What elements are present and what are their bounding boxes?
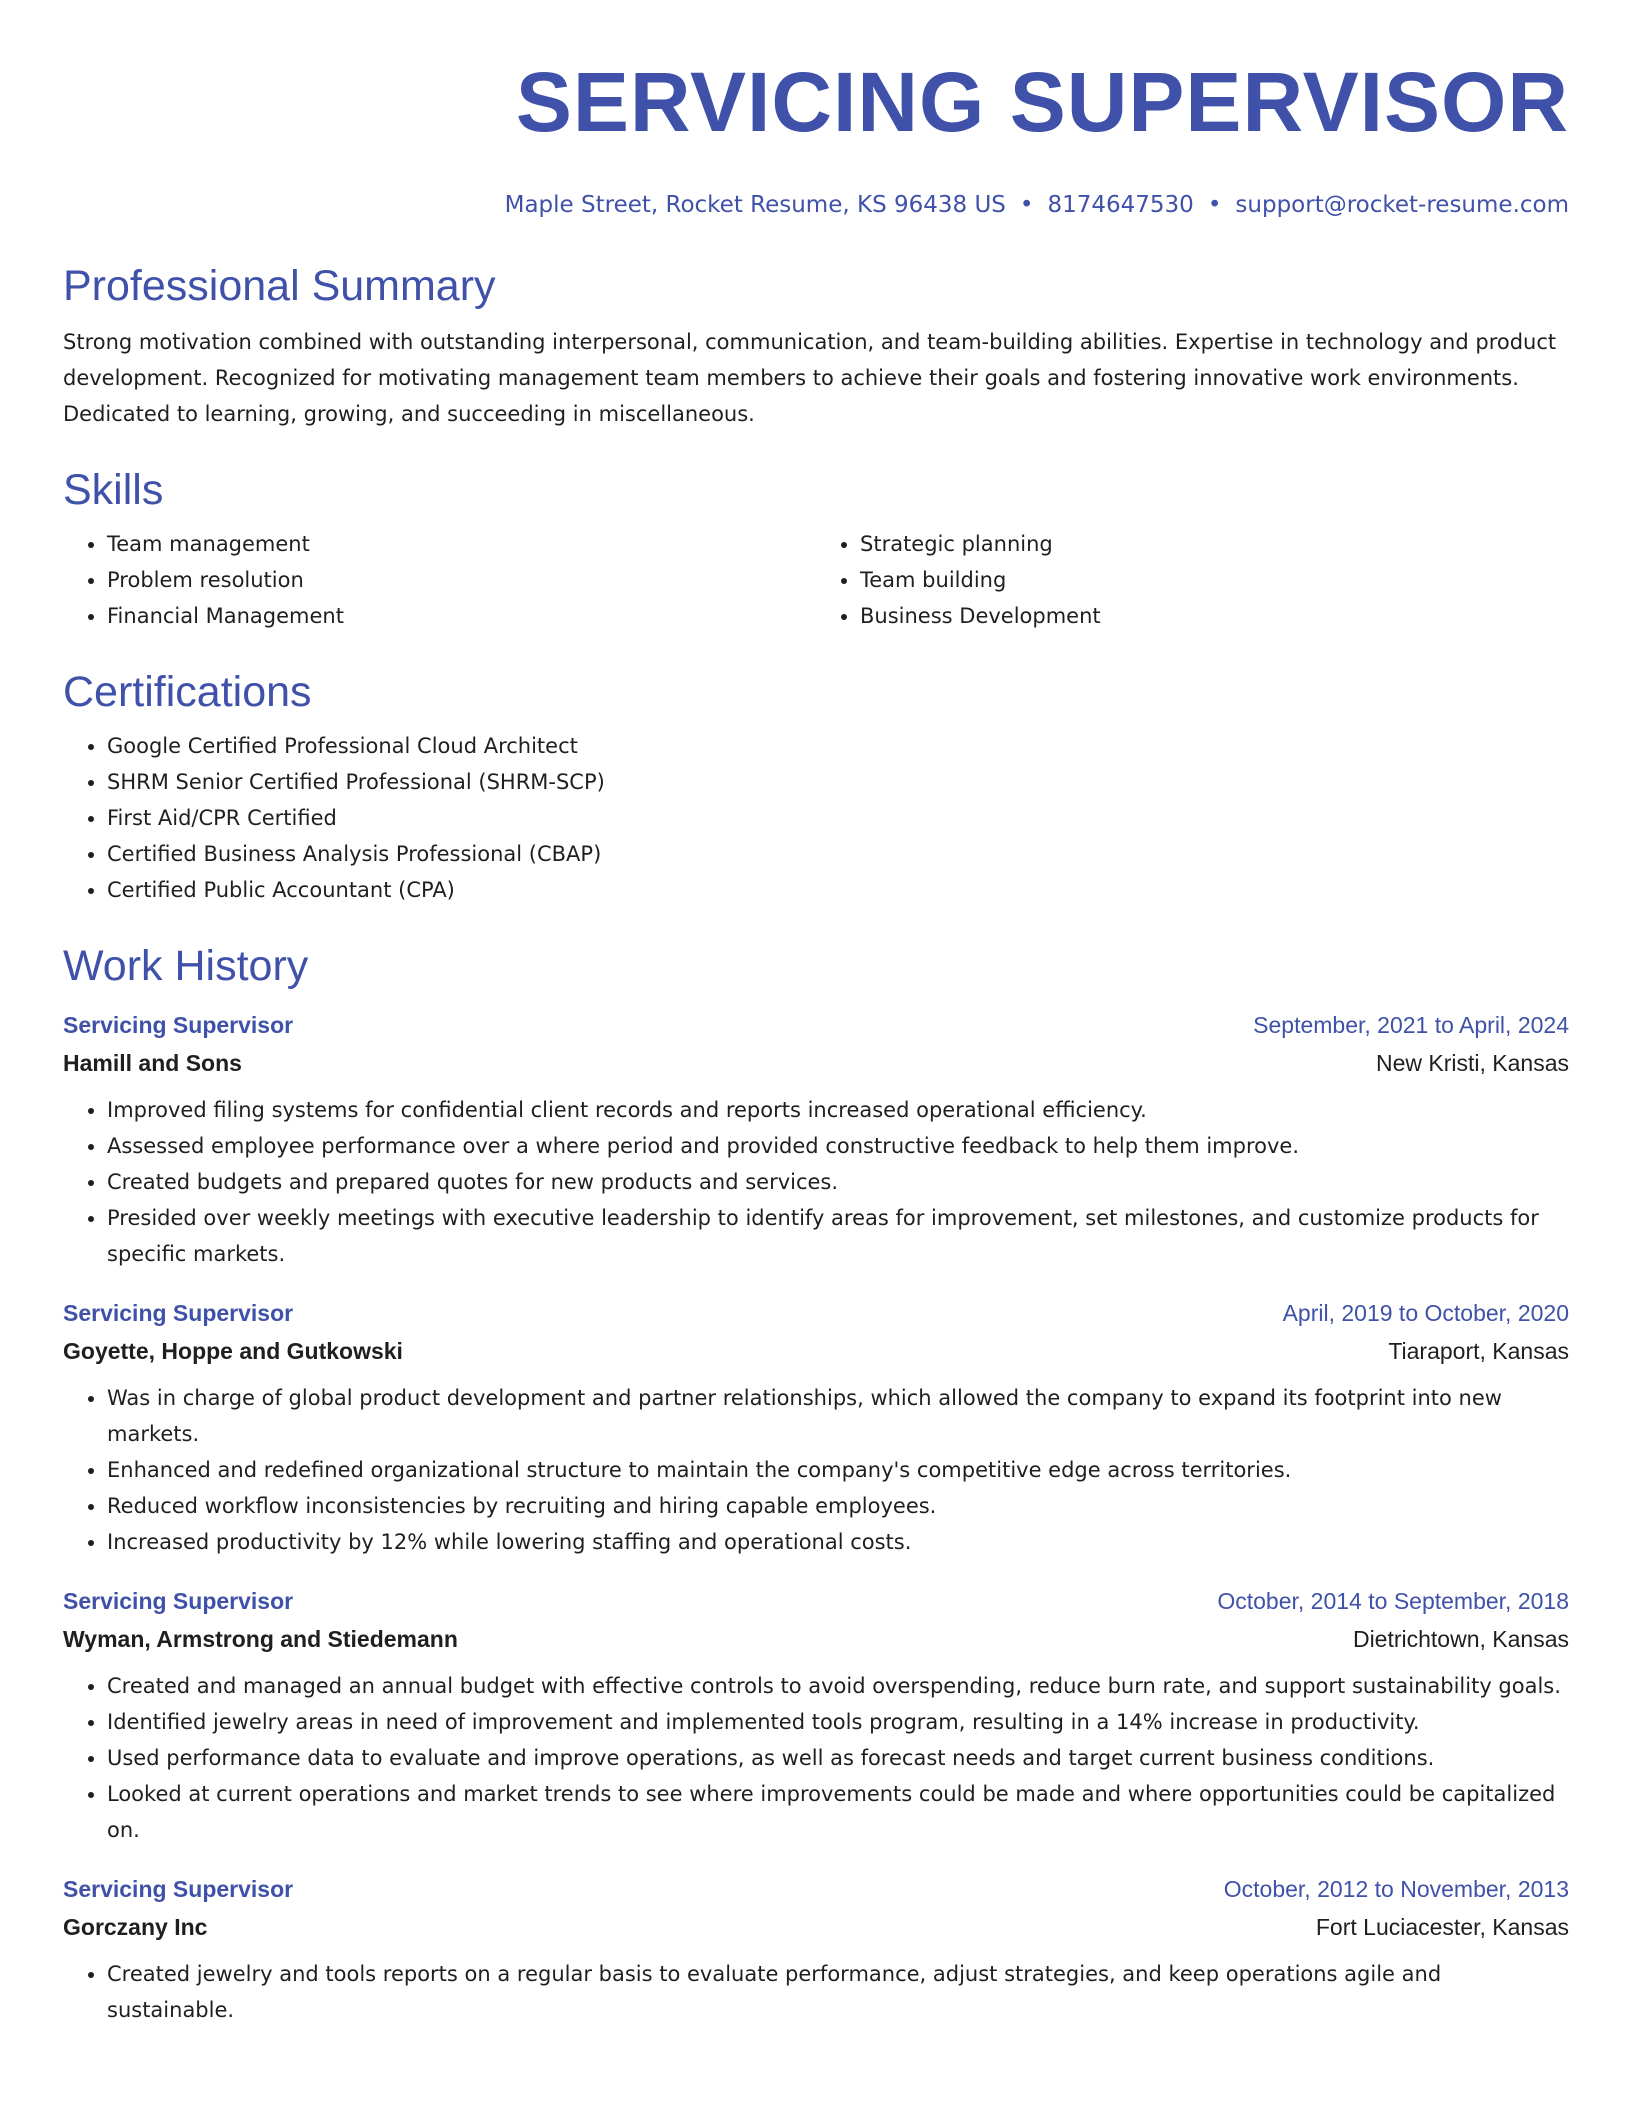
certification-item: • First Aid/CPR Certified [107,800,1569,836]
certifications-heading: Certifications [63,668,312,716]
job-title: Servicing Supervisor [63,1300,294,1326]
job-title: Servicing Supervisor [63,1588,294,1614]
job-dates: April, 2019 to October, 2020 [1282,1300,1569,1326]
contact-phone[interactable]: 8174647530 [1047,192,1194,218]
certification-item: • Certified Business Analysis Professional (CBAP) [107,836,1569,872]
contact-email[interactable]: support@rocket-resume.com [1235,192,1569,218]
job-header-row [63,1294,1569,1332]
job-bullets [63,1956,1569,2028]
job-company-row [63,1620,1569,1658]
job-bullet: • Created and managed an annual budget with effective controls to avoid overspending, reduce burn rate, and support sustainability goals. [107,1668,1569,1704]
skills-section [63,464,1569,634]
certification-item: • Certified Public Accountant (CPA) [107,872,1569,908]
job-company-row [63,1044,1569,1082]
job-bullet: • Presided over weekly meetings with executive leadership to identify areas for improvement, set milestones, and customize products for specific markets. [107,1200,1569,1272]
skill-item: • Team building [860,562,1569,598]
job-entry [63,1006,1569,1272]
work-history-heading: Work History [63,942,309,990]
contact-separator: • [1207,192,1222,218]
job-company: Goyette, Hoppe and Gutkowski [63,1338,403,1364]
job-location: New Kristi, Kansas [1375,1050,1569,1076]
summary-text: Strong motivation combined with outstanding interpersonal, communication, and team-building abilities. Expertise in technology and product development. Recognized for motivating management team members to achieve their goals and fostering innovative work environments. Dedicated to learning, growing, and succeeding in miscellaneous. [63,330,1557,426]
job-title: Servicing Supervisor [63,1012,294,1038]
skill-item: • Strategic planning [860,526,1569,562]
skill-item: • Financial Management [107,598,816,634]
contact-separator: • [1019,192,1034,218]
job-bullet: • Enhanced and redefined organizational structure to maintain the company's competitive edge across territories. [107,1452,1569,1488]
job-bullet: • Was in charge of global product development and partner relationships, which allowed the company to expand its footprint into new markets. [107,1380,1569,1452]
job-dates: October, 2014 to September, 2018 [1217,1588,1569,1614]
job-company-row [63,1908,1569,1946]
certification-item: • Google Certified Professional Cloud Architect [107,728,1569,764]
job-location: Dietrichtown, Kansas [1352,1626,1569,1652]
job-title: Servicing Supervisor [63,1876,294,1902]
summary-section [63,260,1569,432]
job-dates: October, 2012 to November, 2013 [1223,1876,1569,1902]
job-entry [63,1582,1569,1848]
job-dates: September, 2021 to April, 2024 [1253,1012,1569,1038]
skill-item: • Business Development [860,598,1569,634]
job-bullet: • Improved filing systems for confidential client records and reports increased operational efficiency. [107,1092,1569,1128]
job-bullet: • Identified jewelry areas in need of improvement and implemented tools program, resulting in a 14% increase in productivity. [107,1704,1569,1740]
job-entry [63,1294,1569,1560]
certifications-list [63,728,1569,908]
skill-item: • Team management [107,526,816,562]
skills-list-right [816,526,1569,634]
job-bullet: • Looked at current operations and market trends to see where improvements could be made and where opportunities could be capitalized on. [107,1776,1569,1848]
job-bullet: • Created jewelry and tools reports on a regular basis to evaluate performance, adjust strategies, and keep operations agile and sustainable. [107,1956,1569,2028]
job-bullet: • Reduced workflow inconsistencies by recruiting and hiring capable employees. [107,1488,1569,1524]
certifications-section [63,666,1569,908]
job-bullets [63,1092,1569,1272]
job-company: Hamill and Sons [63,1050,242,1076]
job-bullet: • Increased productivity by 12% while lowering staffing and operational costs. [107,1524,1569,1560]
skills-list-left [63,526,816,634]
skills-heading: Skills [63,466,164,514]
job-header-row [63,1582,1569,1620]
job-location: Tiaraport, Kansas [1388,1338,1569,1364]
job-bullets [63,1668,1569,1848]
job-bullet: • Used performance data to evaluate and improve operations, as well as forecast needs and target current business conditions. [107,1740,1569,1776]
job-header-row [63,1006,1569,1044]
contact-line [63,190,1569,220]
resume-name: SERVICING SUPERVISOR [515,55,1569,149]
job-bullet: • Created budgets and prepared quotes for new products and services. [107,1164,1569,1200]
job-bullets [63,1380,1569,1560]
job-header-row [63,1870,1569,1908]
job-location: Fort Luciacester, Kansas [1315,1914,1569,1940]
skill-item: • Problem resolution [107,562,816,598]
work-history-section [63,940,1569,2028]
summary-heading: Professional Summary [63,262,496,310]
job-company-row [63,1332,1569,1370]
certification-item: • SHRM Senior Certified Professional (SHRM-SCP) [107,764,1569,800]
job-entry [63,1870,1569,2028]
contact-address: Maple Street, Rocket Resume, KS 96438 US [504,192,1006,218]
job-company: Wyman, Armstrong and Stiedemann [63,1626,458,1652]
job-bullet: • Assessed employee performance over a where period and provided constructive feedback to help them improve. [107,1128,1569,1164]
skills-columns [63,516,1569,634]
job-company: Gorczany Inc [63,1914,208,1940]
